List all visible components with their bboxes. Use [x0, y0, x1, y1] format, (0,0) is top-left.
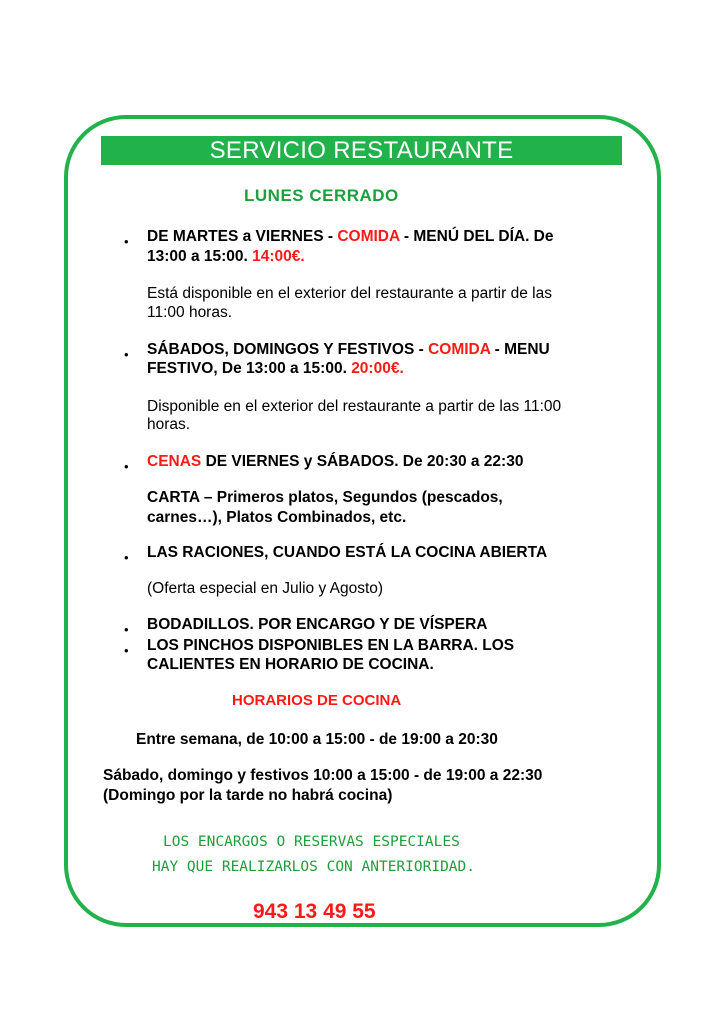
service-weekend-line-2: FESTIVO, De 13:00 a 15:00. 20:00€. — [147, 360, 404, 377]
kitchen-hours-title: HORARIOS DE COCINA — [232, 692, 402, 709]
bullet-icon: • — [124, 459, 129, 474]
service-dinner-note-2: carnes…), Platos Combinados, etc. — [147, 509, 407, 526]
weekend-price: 20:00€. — [351, 360, 404, 377]
bullet-icon: • — [124, 622, 129, 637]
service-weekend-line-1: SÁBADOS, DOMINGOS Y FESTIVOS - COMIDA - MENU — [147, 341, 550, 358]
bullet-icon: • — [124, 550, 129, 565]
service-raciones-line: LAS RACIONES, CUANDO ESTÁ LA COCINA ABIERTA — [147, 544, 548, 561]
closed-day-label: LUNES CERRADO — [244, 186, 399, 205]
service-weekday-note-1: Está disponible en el exterior del restaurante a partir de las — [147, 285, 552, 302]
service-raciones-note: (Oferta especial en Julio y Agosto) — [147, 580, 384, 597]
page-title: SERVICIO RESTAURANTE — [101, 136, 622, 165]
notice-line-2: HAY QUE REALIZARLOS CON ANTERIORIDAD. — [152, 859, 476, 875]
phone-number: 943 13 49 55 — [253, 900, 376, 923]
service-weekday-line-2: 13:00 a 15:00. 14:00€. — [147, 248, 305, 265]
bullet-icon: • — [124, 643, 129, 658]
service-pinchos-line-2: CALIENTES EN HORARIO DE COCINA. — [147, 656, 434, 673]
service-weekday-line-1: DE MARTES a VIERNES - COMIDA - MENÚ DEL DÍA. De — [147, 228, 554, 245]
bullet-icon: • — [124, 347, 129, 362]
service-dinner-line: CENAS DE VIERNES y SÁBADOS. De 20:30 a 22:30 — [147, 453, 524, 470]
service-weekday-note-2: 11:00 horas. — [147, 304, 233, 321]
kitchen-sunday-note: (Domingo por la tarde no habrá cocina) — [103, 787, 393, 804]
service-bocadillos-line: BODADILLOS. POR ENCARGO Y DE VÍSPERA — [147, 616, 488, 633]
notice-line-1: LOS ENCARGOS O RESERVAS ESPECIALES — [163, 834, 460, 850]
service-dinner-note-1: CARTA – Primeros platos, Segundos (pescados, — [147, 489, 503, 506]
service-pinchos-line-1: LOS PINCHOS DISPONIBLES EN LA BARRA. LOS — [147, 637, 515, 654]
weekday-price: 14:00€. — [252, 248, 305, 265]
service-weekend-note-1: Disponible en el exterior del restaurante a partir de las 11:00 — [147, 398, 562, 415]
bullet-icon: • — [124, 234, 129, 249]
kitchen-weekday-hours: Entre semana, de 10:00 a 15:00 - de 19:00 a 20:30 — [136, 731, 498, 748]
kitchen-weekend-hours: Sábado, domingo y festivos 10:00 a 15:00 - de 19:00 a 22:30 — [103, 767, 543, 784]
service-weekend-note-2: horas. — [147, 416, 191, 433]
